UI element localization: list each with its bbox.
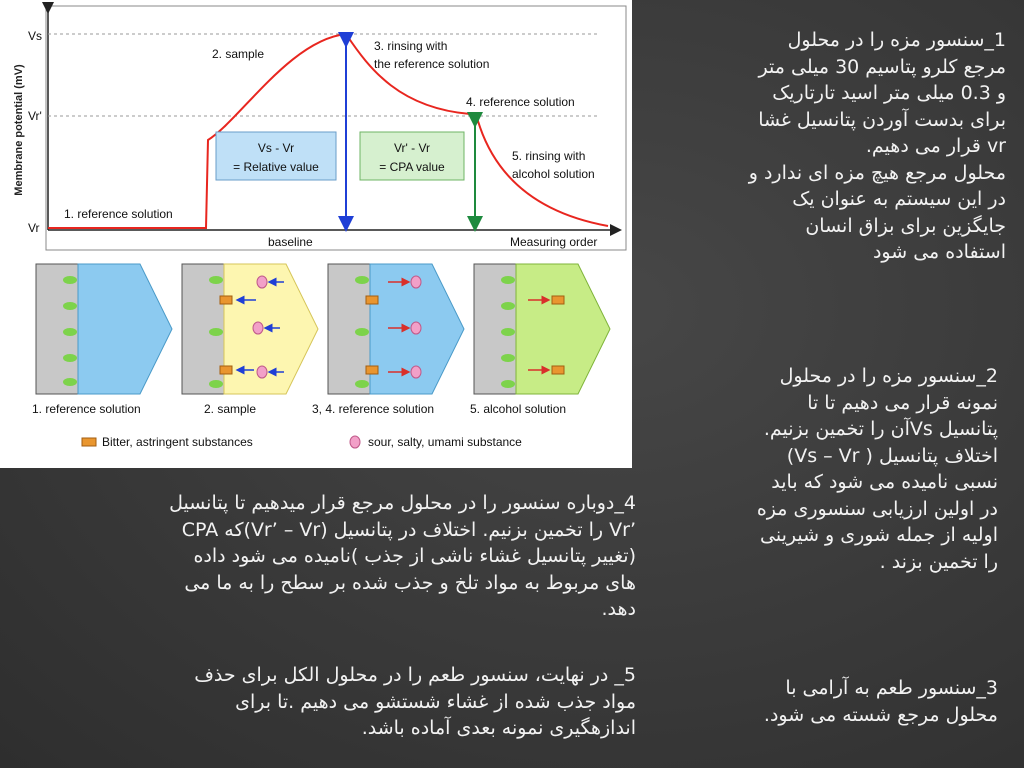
sour-marker (253, 322, 263, 334)
panel5-label: 5. alcohol solution (470, 402, 567, 416)
cpa-value-line1: Vr' - Vr (393, 141, 431, 155)
panel2-label: 2. sample (204, 402, 257, 416)
membrane-oval (209, 380, 223, 388)
panel1-label: 1. reference solution (32, 402, 141, 416)
membrane-oval (355, 328, 369, 336)
bitter-marker (366, 296, 378, 304)
membrane-oval (501, 354, 515, 362)
x-label-measuring-order: Measuring order (510, 235, 598, 249)
membrane-oval (501, 302, 515, 310)
panel2-solution (224, 264, 318, 394)
bitter-marker (366, 366, 378, 374)
membrane-oval (209, 276, 223, 284)
paragraph-step1: 1_سنسور مزه را در محلول مرجع کلرو پتاسیم 30 میلی متر و 0.3 میلی متر اسید تارتاریک برای بدست آوردن پتانسیل غشا vr قرار می دهیم. محلول مرجع هیچ مزه ای ندارد و در این سیستم به عنوان یک جایگزین برای بزاق انسان استفاده می شود (748, 29, 1006, 263)
sour-marker (411, 322, 421, 334)
step3-label-line2: the reference solution (374, 57, 490, 71)
cpa-value-line2: = CPA value (379, 160, 445, 174)
bitter-marker (552, 366, 564, 374)
y-axis-label: Membrane potential (mV) (13, 64, 25, 196)
paragraph-step5: 5_ در نهایت، سنسور طعم را در محلول الکل برای حذف مواد جذب شده از غشاء شستشو می دهیم .تا برای اندازهگیری نمونه بعدی آماده باشد. (194, 664, 636, 739)
panel3-label: 3, 4. reference solution (312, 402, 435, 416)
sour-marker (257, 366, 267, 378)
relative-value-line2: = Relative value (233, 160, 319, 174)
y-tick-vs: Vs (28, 29, 43, 43)
sour-marker (411, 366, 421, 378)
legend-sour-label: sour, salty, umami substance (368, 435, 522, 449)
bitter-marker (220, 366, 232, 374)
sour-marker (411, 276, 421, 288)
step5-label-line2: alcohol solution (512, 167, 595, 181)
sour-marker (257, 276, 267, 288)
bitter-marker (220, 296, 232, 304)
legend (82, 435, 522, 449)
panel-3-4-reference (312, 264, 464, 416)
legend-bitter-label: Bitter, astringent substances (102, 435, 253, 449)
panel-1-reference (32, 264, 172, 416)
membrane-oval (501, 380, 515, 388)
step4-label: 4. reference solution (466, 95, 575, 109)
taste-sensor-figure (0, 0, 632, 468)
membrane-oval (63, 302, 77, 310)
paragraph-step3: 3_سنسور طعم به آرامی با محلول مرجع شسته می شود. (763, 677, 998, 726)
y-tick-vr-prime: Vr' (28, 109, 42, 123)
bitter-marker (552, 296, 564, 304)
x-label-baseline: baseline (268, 235, 313, 249)
membrane-oval (209, 328, 223, 336)
step5-label-line1: 5. rinsing with (512, 149, 586, 163)
membrane-oval (355, 380, 369, 388)
legend-bitter-swatch (82, 438, 96, 446)
taste-sensor-diagram (0, 0, 632, 468)
panel-5-alcohol (470, 264, 610, 416)
step1-label: 1. reference solution (64, 207, 173, 221)
membrane-oval (501, 328, 515, 336)
panel1-solution (78, 264, 172, 394)
paragraph-step4: 4_دوباره سنسور را در محلول مرجع قرار میدهیم تا پتانسیل ’Vr را تخمین بزنیم. اختلاف در پتانسیل (Vr’ – Vr)که CPA (تغییر پتانسیل غشاء ناشی از جذب )نامیده می شود داده های مربوط به مواد تلخ و جذب شده بر سطح را به ما می دهد. (169, 492, 636, 620)
step2-label: 2. sample (212, 47, 265, 61)
panel-2-sample (182, 264, 318, 416)
membrane-oval (63, 378, 77, 386)
membrane-oval (501, 276, 515, 284)
y-tick-vr: Vr (28, 221, 40, 235)
membrane-oval (63, 328, 77, 336)
relative-value-line1: Vs - Vr (257, 141, 295, 155)
membrane-oval (63, 354, 77, 362)
membrane-oval (63, 276, 77, 284)
membrane-oval (355, 276, 369, 284)
paragraph-step2: 2_سنسور مزه را در محلول نمونه قرار می دهیم تا تا پتانسیل Vsآن را تخمین بزنیم. اختلاف پتانسیل ( Vs – Vr) نسبی نامیده می شود که باید در اولین ارزیابی سنسوری مزه اولیه از جمله شوری و شیرینی را تخمین بزند . (756, 365, 998, 573)
step3-label-line1: 3. rinsing with (374, 39, 448, 53)
legend-sour-swatch (350, 436, 360, 448)
